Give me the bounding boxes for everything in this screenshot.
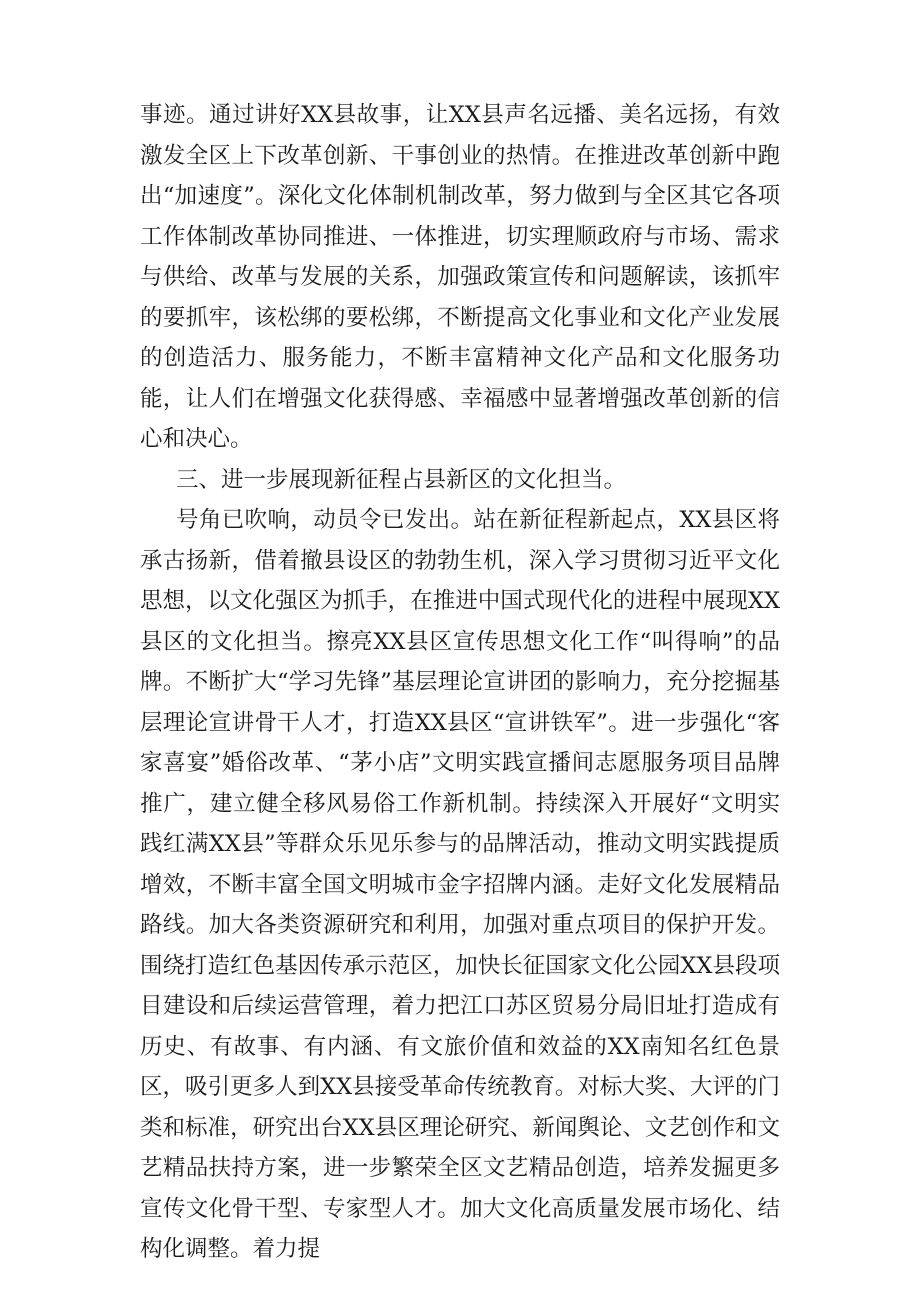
section-heading-3: 三、进一步展现新征程占县新区的文化担当。	[176, 466, 627, 493]
body-paragraph-2: 号角已吹响，动员令已发出。站在新征程新起点，XX县区将承古扬新，借着撤县设区的勃勃生机，深入学习贯彻习近平文化思想，以文化强区为抓手，在推进中国式现代化的进程中展现XX县区的文化担当。擦亮XX县区宣传思想文化工作“叫得响”的品牌。不断扩大“学习先锋”基层理论宣讲团的影响力，充分挖掘基层理论宣讲骨干人才，打造XX县区“宣讲铁军”。进一步强化“客家喜宴”婚俗改革、“茅小店”文明实践宣播间志愿服务项目品牌推广，建立健全移风易俗工作新机制。持续深入开展好“文明实践红满XX县”等群众乐见乐参与的品牌活动，推动文明实践提质增效，不断丰富全国文明城市金字招牌内涵。走好文化发展精品路线。加大各类资源研究和利用，加强对重点项目的保护开发。围绕打造红色基因传承示范区，加快长征国家文化公园XX县段项目建设和后续运营管理，着力把江口苏区贸易分局旧址打造成有历史、有故事、有内涵、有文旅价值和效益的XX南知名红色景区，吸引更多人到XX县接受革命传统教育。对标大奖、大评的门类和标准，研究出台XX县区理论研究、新闻舆论、文艺创作和文艺精品扶持方案，进一步繁荣全区文艺精品创造，培养发掘更多宣传文化骨干型、专家型人才。加大文化高质量发展市场化、结构化调整。着力提	[140, 507, 780, 1262]
body-paragraph-1: 事迹。通过讲好XX县故事，让XX县声名远播、美名远扬，有效激发全区上下改革创新、干事创业的热情。在推进改革创新中跑出“加速度”。深化文化体制机制改革，努力做到与全区其它各项工作体制改革协同推进、一体推进，切实理顺政府与市场、需求与供给、改革与发展的关系，加强政策宣传和问题解读，该抓牢的要抓牢，该松绑的要松绑，不断提高文化事业和文化产业发展的创造活力、服务能力，不断丰富精神文化产品和文化服务功能，让人们在增强文化获得感、幸福感中显著增强改革创新的信心和决心。	[140, 102, 780, 452]
